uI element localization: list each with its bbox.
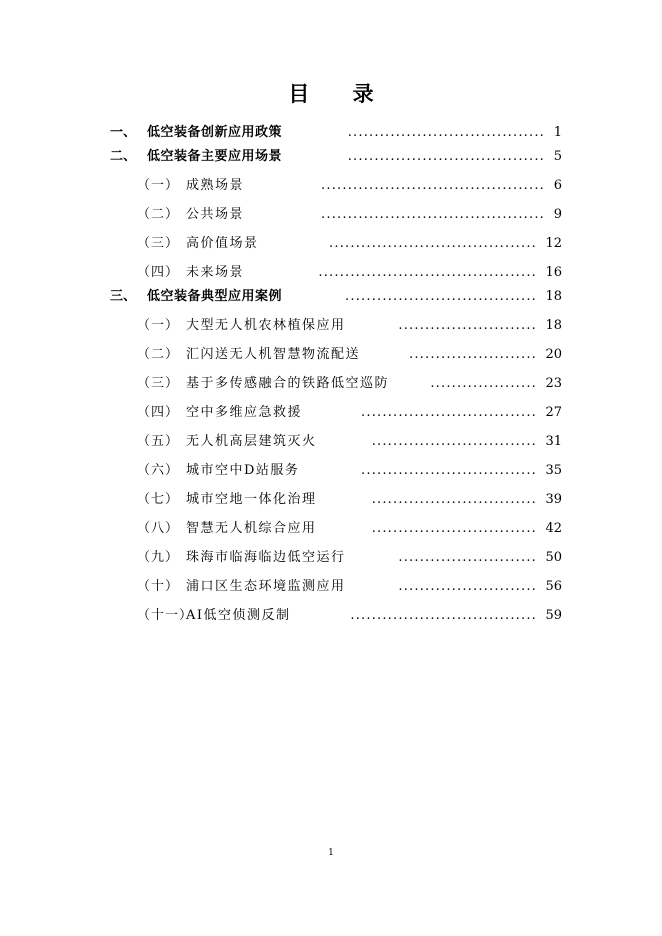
toc-dot-leader: ................................... — [350, 608, 537, 623]
toc-entry-page: 59 — [545, 608, 562, 623]
toc-dot-leader: ............................... — [371, 492, 537, 507]
toc-entry[interactable] — [0, 432, 662, 452]
toc-entry-number: （六） — [137, 463, 180, 478]
toc-entry-page: 56 — [545, 579, 562, 594]
toc-entry-number: 二、 — [110, 149, 137, 164]
toc-entry-number: （七） — [137, 492, 180, 507]
toc-entry[interactable] — [0, 287, 662, 307]
toc-entry-page: 1 — [553, 125, 562, 140]
toc-dot-leader: ........................ — [409, 347, 537, 362]
toc-entry-label: 基于多传感融合的铁路低空巡防 — [186, 376, 390, 391]
toc-entry-label: 城市空地一体化治理 — [186, 492, 317, 507]
toc-entry[interactable] — [0, 403, 662, 423]
toc-entry-page: 27 — [545, 405, 562, 420]
toc-dot-leader: ............................... — [371, 521, 537, 536]
toc-entry-page: 20 — [545, 347, 562, 362]
toc-entry-label: 低空装备典型应用案例 — [147, 289, 283, 304]
toc-entry-number: （四） — [137, 265, 180, 280]
toc-entry-label: 高价值场景 — [186, 236, 259, 251]
toc-dot-leader: .................... — [430, 376, 537, 391]
toc-entry-label: 智慧无人机综合应用 — [186, 521, 317, 536]
toc-entry-number: （八） — [137, 521, 180, 536]
toc-dot-leader: .......................................... — [321, 178, 545, 193]
toc-entry-label: 未来场景 — [186, 265, 245, 280]
toc-entry-number: （一） — [137, 318, 180, 333]
toc-entry-number: （三） — [137, 236, 180, 251]
toc-entry-number: （二） — [137, 207, 180, 222]
toc-entry-number: （一） — [137, 178, 180, 193]
toc-entry-page: 39 — [545, 492, 562, 507]
toc-entry-label: 低空装备主要应用场景 — [147, 149, 283, 164]
toc-dot-leader: .......................... — [398, 318, 537, 333]
toc-entry-label: 公共场景 — [186, 207, 245, 222]
toc-entry-page: 18 — [545, 289, 562, 304]
toc-dot-leader: .......................................... — [321, 207, 545, 222]
toc-entry[interactable] — [0, 123, 662, 143]
toc-entry[interactable] — [0, 519, 662, 539]
toc-entry-number: （三） — [137, 376, 180, 391]
toc-entry-page: 35 — [545, 463, 562, 478]
toc-dot-leader: ..................................... — [347, 125, 545, 140]
toc-entry[interactable] — [0, 147, 662, 167]
toc-entry-number: （二） — [137, 347, 180, 362]
toc-entry-label: 珠海市临海临边低空运行 — [186, 550, 346, 565]
toc-entry[interactable] — [0, 577, 662, 597]
toc-entry-page: 50 — [545, 550, 562, 565]
toc-entry-number: （五） — [137, 434, 180, 449]
toc-entry-label: AI低空侦测反制 — [186, 608, 291, 623]
toc-entry[interactable] — [0, 548, 662, 568]
toc-entry[interactable] — [0, 234, 662, 254]
toc-entry-label: 空中多维应急救援 — [186, 405, 303, 420]
toc-entry-page: 5 — [553, 149, 562, 164]
toc-entry[interactable] — [0, 374, 662, 394]
toc-entry-page: 16 — [545, 265, 562, 280]
toc-entry-label: 浦口区生态环境监测应用 — [186, 579, 346, 594]
toc-entry-number: （九） — [137, 550, 180, 565]
toc-entry-page: 31 — [545, 434, 562, 449]
toc-entry-page: 18 — [545, 318, 562, 333]
toc-entry[interactable] — [0, 461, 662, 481]
toc-dot-leader: ............................... — [371, 434, 537, 449]
toc-dot-leader: ....................................... — [329, 236, 537, 251]
toc-entry-page: 9 — [553, 207, 562, 222]
toc-dot-leader: .......................... — [398, 550, 537, 565]
toc-title: 目 录 — [288, 81, 392, 106]
toc-entry-number: （四） — [137, 405, 180, 420]
page-number: 1 — [328, 848, 334, 858]
toc-entry-label: 无人机高层建筑灭火 — [186, 434, 317, 449]
toc-dot-leader: ................................. — [361, 463, 537, 478]
toc-entry-label: 成熟场景 — [186, 178, 245, 193]
toc-dot-leader: ......................................... — [318, 265, 537, 280]
toc-entry-label: 汇闪送无人机智慧物流配送 — [186, 347, 361, 362]
toc-entry-number: （十一） — [137, 608, 194, 623]
toc-dot-leader: ................................. — [361, 405, 537, 420]
toc-entry[interactable] — [0, 205, 662, 225]
toc-entry[interactable] — [0, 176, 662, 196]
toc-entry-label: 低空装备创新应用政策 — [147, 125, 283, 140]
toc-entry[interactable] — [0, 490, 662, 510]
toc-entry[interactable] — [0, 316, 662, 336]
toc-entry[interactable] — [0, 606, 662, 626]
toc-entry-page: 6 — [553, 178, 562, 193]
toc-dot-leader: ..................................... — [347, 149, 545, 164]
toc-entry-number: 三、 — [110, 289, 137, 304]
toc-entry-label: 城市空中D站服务 — [186, 463, 300, 478]
toc-entry[interactable] — [0, 263, 662, 283]
toc-entry-number: （十） — [137, 579, 180, 594]
toc-entry-page: 42 — [545, 521, 562, 536]
toc-entry-label: 大型无人机农林植保应用 — [186, 318, 346, 333]
toc-entry-number: 一、 — [110, 125, 137, 140]
toc-entry-page: 12 — [545, 236, 562, 251]
toc-entry-page: 23 — [545, 376, 562, 391]
toc-entry[interactable] — [0, 345, 662, 365]
toc-dot-leader: .......................... — [398, 579, 537, 594]
toc-dot-leader: .................................... — [345, 289, 537, 304]
